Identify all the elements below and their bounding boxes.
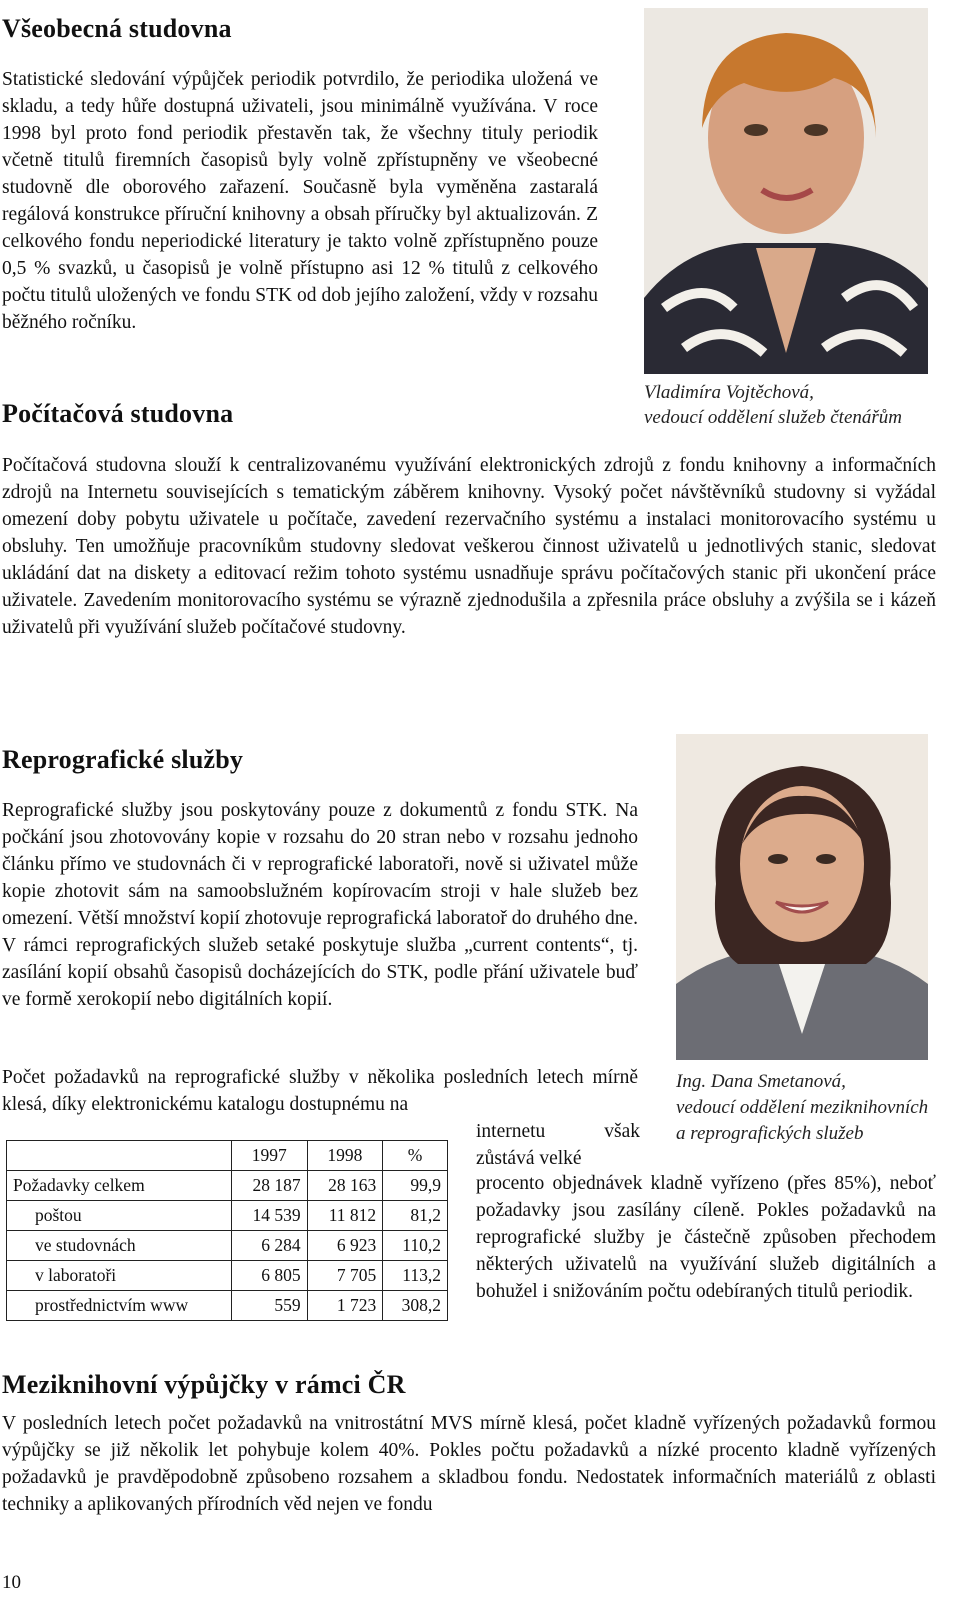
portrait-illustration: [644, 8, 928, 374]
photo-caption-role-bottom-1: vedoucí oddělení meziknihovních: [676, 1097, 929, 1118]
table-header-cell: 1998: [307, 1141, 383, 1171]
interlibrary-loans-text: V posledních letech počet požadavků na vnitrostátní MVS mírně klesá, počet kladně vyřízených požadavků formou výpůjčky se již několik let pohybuje kolem 40%. Pokles počtu požadavků a nízké procento kladně vyřízených požadavků je pravděpodobně způsobeno rozsahem a skladbou fondu. Nedostatek informačních materiálů z oblasti techniky a aplikovaných přírodních věd nejen ve fondu: [2, 1413, 936, 1515]
table-header-cell: 1997: [232, 1141, 308, 1171]
table-cell: 308,2: [383, 1291, 448, 1321]
table-row: [7, 1261, 448, 1291]
table-cell: 28 187: [232, 1171, 308, 1201]
table-cell: 6 284: [232, 1231, 308, 1261]
table-header-row: [7, 1141, 448, 1171]
table-row-label: prostřednictvím www: [7, 1291, 232, 1321]
table-row-label: Požadavky celkem: [7, 1171, 232, 1201]
table-cell: 6 923: [307, 1231, 383, 1261]
table-cell: 559: [232, 1291, 308, 1321]
photo-caption-name-top: Vladimíra Vojtěchová,: [644, 382, 814, 403]
table-cell: 1 723: [307, 1291, 383, 1321]
table-row: [7, 1231, 448, 1261]
table-row: [7, 1171, 448, 1201]
table-header-cell: %: [383, 1141, 448, 1171]
table-cell: 7 705: [307, 1261, 383, 1291]
reprographic-text-2: Počet požadavků na reprografické služby v několika posledních letech mírně klesá, díky elektronickému katalogu dostupnému na: [2, 1067, 638, 1115]
portrait-photo-smetanova: [676, 734, 928, 1060]
portrait-illustration: [676, 734, 928, 1060]
table-row-label: v laboratoři: [7, 1261, 232, 1291]
photo-caption-role-top: vedoucí oddělení služeb čtenářům: [644, 407, 903, 428]
table-row: [7, 1201, 448, 1231]
reprographic-text-4: procento objednávek kladně vyřízeno (přes 85%), neboť požadavky jsou zasílány cíleně. Pokles požadavků na reprografické služby je částečně způsoben přechodem některých uživatelů na využívání služeb digitálních a bohužel i snižováním počtu odebíraných titulů periodik.: [476, 1173, 936, 1302]
portrait-photo-vojtechova: [644, 8, 928, 374]
reprographic-requests-table: [6, 1140, 448, 1321]
table-header-cell: [7, 1141, 232, 1171]
table-cell: 113,2: [383, 1261, 448, 1291]
photo-caption-name-bottom: Ing. Dana Smetanová,: [676, 1071, 846, 1092]
heading-reprographic-services: Reprografické služby: [2, 745, 244, 774]
general-study-room-text: Statistické sledování výpůjček periodik potvrdilo, že periodika uložená ve skladu, a tedy hůře dostupná uživateli, jsou minimálně využívána. V roce 1998 byl proto fond periodik přestavěn tak, že všechny tituly periodik včetně titulů firemních časopisů byly volně zpřístupněny ve všeobecné studovně dle oborového zařazení. Současně byla vyměněna zastaralá regálová konstrukce příruční knihovny a obsah příručky byl aktualizován. Z celkového fondu neperiodické literatury je takto volně zpřístupněno pouze 0,5 % svazků, u časopisů je volně přístupno asi 12 % titulů z celkového počtu titulů uložených ve fondu STK od dob jejího založení, vždy v rozsahu běžného ročníku.: [2, 69, 598, 333]
computer-room-text: Počítačová studovna slouží k centralizovanému využívání elektronických zdrojů z fondu knihovny a informačních zdrojů na Internetu souvisejících s tematickým záběrem knihovny. Vysoký počet návštěvníků studovny si vyžádal omezení doby pobytu uživatele u počítače, zavedení rezervačního systému a instalaci monitorovacího systému u obsluhy. Ten umožňuje pracovníkům studovny sledovat veškerou činnost uživatelů u jednotlivých stanic, sledovat ukládání dat na diskety a editovací režim tohoto systému usnadňuje správu počítačových stanic při ukončení práce uživatele. Zavedením monitorovacího systému se výrazně zjednodušila a zpřesnila práce obsluhy a zvýšila se i kázeň uživatelů při využívání služeb počítačové studovny.: [2, 455, 936, 638]
table-row-label: ve studovnách: [7, 1231, 232, 1261]
table-row-label: poštou: [7, 1201, 232, 1231]
table-row: [7, 1291, 448, 1321]
table-cell: 14 539: [232, 1201, 308, 1231]
photo-caption-role-bottom-2: a reprografických služeb: [676, 1123, 864, 1144]
table-cell: 81,2: [383, 1201, 448, 1231]
heading-general-study-room: Všeobecná studovna: [2, 14, 232, 43]
reprographic-text-3: internetu však zůstává velké: [476, 1121, 640, 1169]
table-cell: 11 812: [307, 1201, 383, 1231]
table-cell: 28 163: [307, 1171, 383, 1201]
table-cell: 99,9: [383, 1171, 448, 1201]
heading-interlibrary-loans: Meziknihovní výpůjčky v rámci ČR: [2, 1370, 406, 1399]
reprographic-text-1: Reprografické služby jsou poskytovány pouze z dokumentů z fondu STK. Na počkání jsou zhotovovány kopie v rozsahu do 20 stran nebo v rozsahu jednoho článku přímo ve studovnách či v reprografické laboratoři, nově si uživatel může kopie zhotovit sám na samoobslužném kopírovacím stroji v hale služeb bez omezení. Větší množství kopií zhotovuje reprografická laboratoř do druhého dne. V rámci reprografických služeb setaké poskytuje služba „current contents“, tj. zasílání kopií obsahů časopisů docházejících do STK, podle přání uživatele buď ve formě xerokopií nebo digitálních kopií.: [2, 800, 638, 1010]
table-cell: 110,2: [383, 1231, 448, 1261]
page-number: 10: [2, 1572, 21, 1593]
table-cell: 6 805: [232, 1261, 308, 1291]
heading-computer-room: Počítačová studovna: [2, 399, 234, 428]
